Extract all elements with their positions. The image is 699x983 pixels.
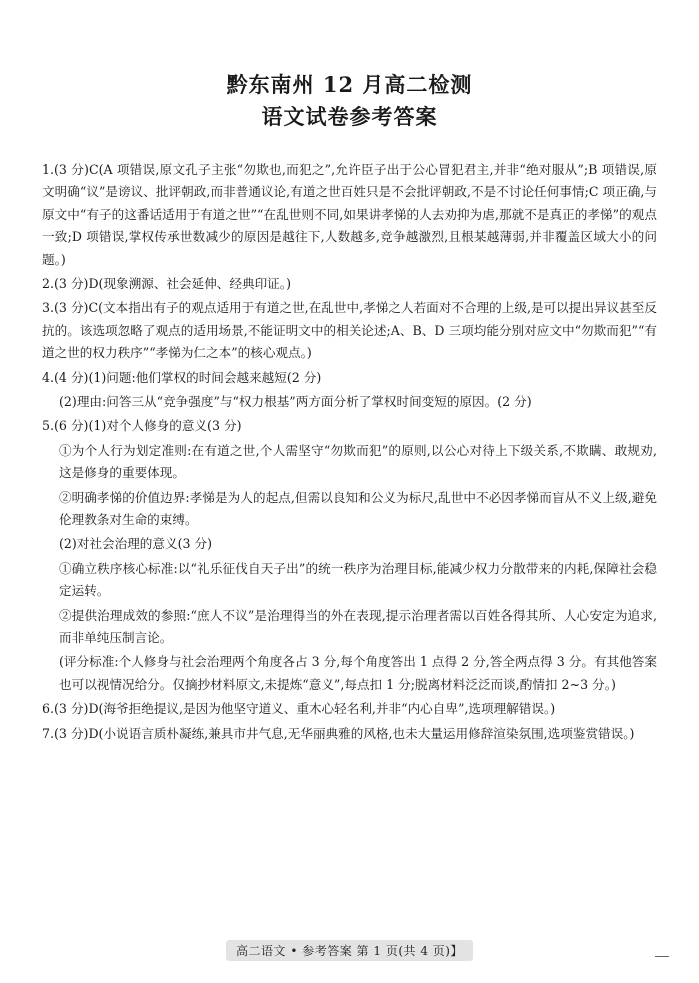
document-title — [42, 70, 657, 133]
answer-text: ②提供治理成效的参照:“庶人不议”是治理得当的外在表现,提示治理者需以百姓各得其所、人心安定为追求,而非单纯压制言论。 — [59, 607, 657, 645]
footer-dash-mark — [655, 956, 669, 957]
page-footer — [0, 940, 699, 961]
title-line-exam: 黔东南州 12 月高二检测 — [226, 72, 473, 97]
answer-text: ②明确孝悌的价值边界:孝悌是为人的起点,但需以良知和公义为标尺,乱世中不必因孝悌而盲从不义上级,避免伦理教条对生命的束缚。 — [59, 489, 657, 527]
answer-text: 5.(6 分)(1)对个人修身的意义(3 分) — [42, 418, 242, 434]
answer-text: (2)对社会治理的意义(3 分) — [59, 536, 213, 552]
answer-text: ①为个人行为划定准则:在有道之世,个人需坚守“勿欺而犯”的原则,以公心对待上下级关系,不欺瞒、敢规劝,这是修身的重要体现。 — [59, 442, 657, 481]
answer-item — [42, 605, 657, 650]
answer-item — [42, 723, 657, 745]
answer-item — [42, 297, 657, 364]
answer-text: (2)理由:问答三从“竞争强度”与“权力根基”两方面分析了掌权时间变短的原因。(2 分) — [59, 393, 532, 409]
answer-text: 1.(3 分)C(A 项错误,原文孔子主张“勿欺也,而犯之”,允许臣子出于公心冒犯君主,并非“绝对服从”;B 项错误,原文明确“议”是谤议、批评朝政,而非普通议论,有道之世百姓只是不会批评朝政,不是不讨论任何事情;C 项正确,与原文中“有子的这番话适用于有道之世”“在乱世则不同,如果讲孝悌的人去劝抑为虐,那就不是真正的孝悌”的观点一致;D 项错误,掌权传承世数减少的原因是越往下,人数越多,竞争越激烈,且根某越薄弱,并非覆盖区域大小的问题。) — [42, 161, 657, 267]
answer-item — [42, 391, 657, 413]
answer-item — [42, 533, 657, 555]
answer-text: 6.(3 分)D(海爷拒绝提议,是因为他坚守道义、重木心轻名利,并非“内心自卑”,选项理解错误。) — [42, 701, 556, 717]
answer-text: 2.(3 分)D(现象溯源、社会延伸、经典印证。) — [42, 275, 291, 291]
answer-item — [42, 273, 657, 295]
answer-item — [42, 159, 657, 271]
answer-text: 4.(4 分)(1)问题:他们掌权的时间会越来越短(2 分) — [42, 369, 322, 385]
answers-list — [42, 159, 657, 745]
answer-text: 7.(3 分)D(小说语言质朴凝练,兼具市井气息,无华丽典雅的风格,也未大量运用修辞渲染氛围,选项鉴赏错误。) — [42, 725, 635, 741]
title-line-subject: 语文试卷参考答案 — [261, 104, 438, 130]
answer-item — [42, 558, 657, 603]
answer-item — [42, 440, 657, 485]
answer-item — [42, 367, 657, 389]
answer-item — [42, 415, 657, 437]
answer-item — [42, 487, 657, 532]
answer-text: ①确立秩序核心标准:以“礼乐征伐自天子出”的统一秩序为治理目标,能减少权力分散带来的内耗,保障社会稳定运转。 — [59, 560, 657, 599]
answer-item — [42, 651, 657, 696]
answer-text: 3.(3 分)C(文本指出有子的观点适用于有道之世,在乱世中,孝悌之人若面对不合理的上级,是可以提出异议甚至反抗的。该选项忽略了观点的适用场景,不能证明文中的相关论述;A、B、D 三项均能分别对应文中“勿欺而犯”“有道之世的权力秩序”“孝悌为仁之本”的核心观点。) — [42, 300, 657, 361]
answer-text: (评分标准:个人修身与社会治理两个角度各占 3 分,每个角度答出 1 点得 2 分,答全两点得 3 分。有其他答案也可以视情况给分。仅摘抄材料原文,未提炼“意义”,每点扣 1 分;脱离材料泛泛而谈,酌情扣 2~3 分。) — [59, 654, 657, 692]
footer-label: 高二语文 • 参考答案 第 1 页(共 4 页)】 — [226, 940, 473, 961]
answer-item — [42, 698, 657, 720]
